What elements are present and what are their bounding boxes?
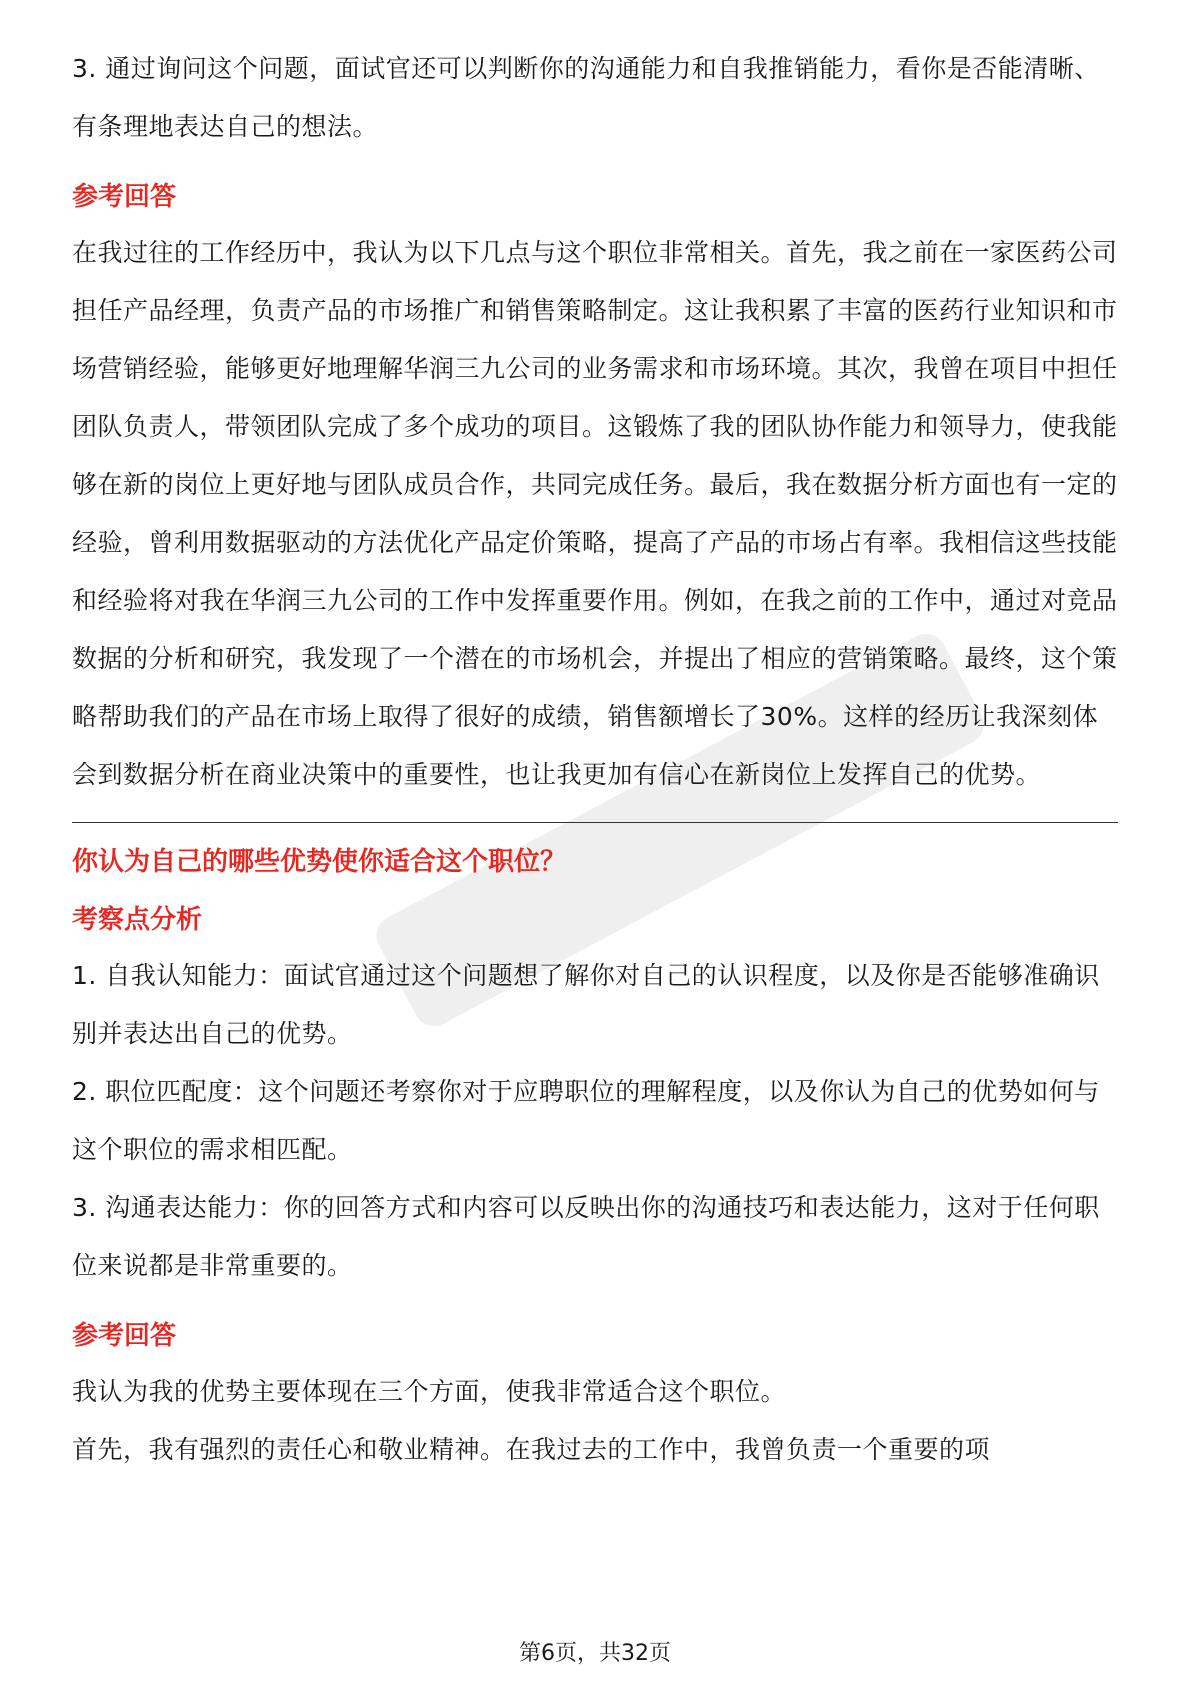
page-number: 第6页，共32页 — [519, 1641, 671, 1666]
reference-answer-text: 首先，我有强烈的责任心和敬业精神。在我过去的工作中，我曾负责一个重要的项 — [72, 1435, 991, 1464]
reference-answer-text: 我认为我的优势主要体现在三个方面，使我非常适合这个职位。 — [72, 1377, 787, 1406]
reference-answer-heading: 参考回答 — [72, 1321, 177, 1351]
analysis-item: 2. 职位匹配度：这个问题还考察你对于应聘职位的理解程度，以及你认为自己的优势如何与这个职位的需求相匹配。 — [72, 1077, 1100, 1164]
reference-answer-text: 在我过往的工作经历中，我认为以下几点与这个职位非常相关。首先，我之前在一家医药公司担任产品经理，负责产品的市场推广和销售策略制定。这让我积累了丰富的医药行业知识和市场营销经验，能够更好地理解华润三九公司的业务需求和市场环境。其次，我曾在项目中担任团队负责人，带领团队完成了多个成功的项目。这锻炼了我的团队协作能力和领导力，使我能够在新的岗位上更好地与团队成员合作，共同完成任务。最后，我在数据分析方面也有一定的经验，曾利用数据驱动的方法优化产品定价策略，提高了产品的市场占有率。我相信这些技能和经验将对我在华润三九公司的工作中发挥重要作用。例如，在我之前的工作中，通过对竞品数据的分析和研究，我发现了一个潜在的市场机会，并提出了相应的营销策略。最终，这个策略帮助我们的产品在市场上取得了很好的成绩，销售额增长了30%。这样的经历让我深刻体会到数据分析在商业决策中的重要性，也让我更加有信心在新岗位上发挥自己的优势。 — [72, 238, 1118, 789]
question-title: 你认为自己的哪些优势使你适合这个职位？ — [72, 847, 567, 877]
analysis-item-3: 3. 通过询问这个问题，面试官还可以判断你的沟通能力和自我推销能力，看你是否能清晰、有条理地表达自己的想法。 — [72, 54, 1100, 141]
analysis-heading: 考察点分析 — [72, 905, 203, 935]
reference-answer-heading: 参考回答 — [72, 182, 177, 212]
analysis-item: 3. 沟通表达能力：你的回答方式和内容可以反映出你的沟通技巧和表达能力，这对于任何职位来说都是非常重要的。 — [72, 1193, 1100, 1280]
section-divider — [72, 822, 1118, 823]
analysis-item: 1. 自我认知能力：面试官通过这个问题想了解你对自己的认识程度，以及你是否能够准确识别并表达出自己的优势。 — [72, 961, 1100, 1048]
document-page — [72, 40, 1118, 1479]
